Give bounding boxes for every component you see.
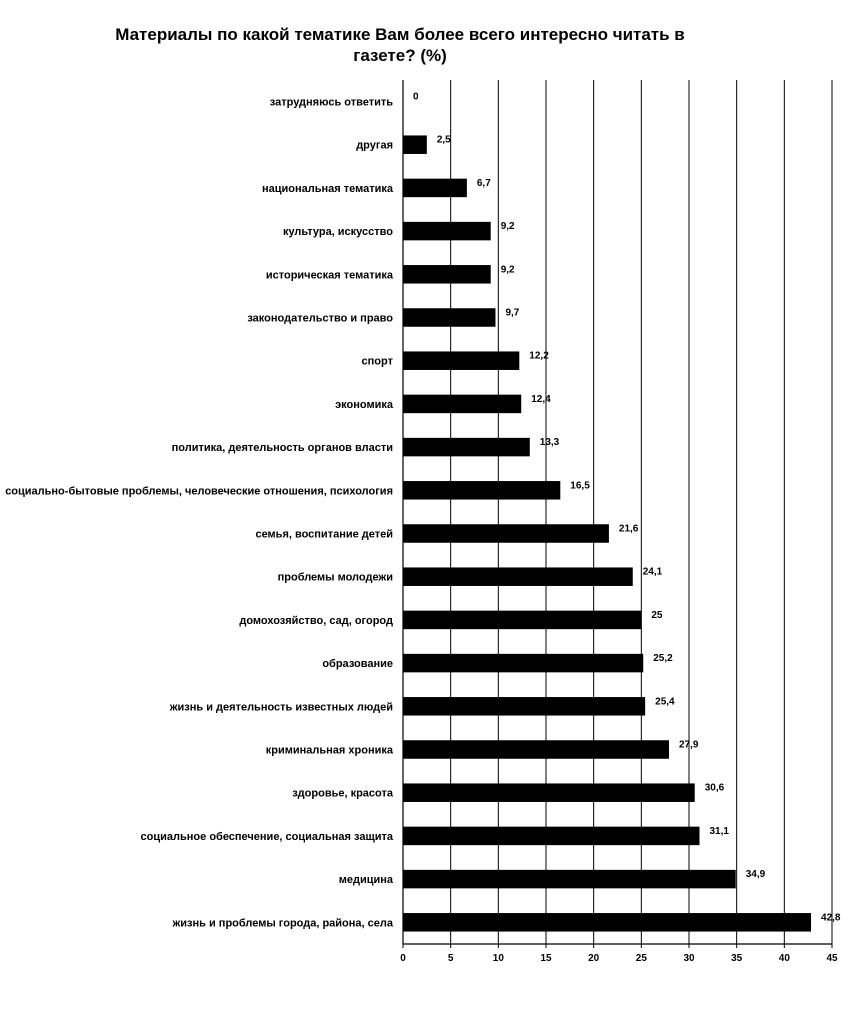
bar	[403, 524, 609, 543]
category-label: образование	[322, 658, 393, 671]
category-label: домохозяйство, сад, огород	[239, 614, 393, 627]
category-label: культура, искусство	[282, 226, 393, 239]
x-tick-label: 35	[731, 953, 743, 964]
x-tick-label: 25	[635, 953, 647, 964]
chart-title: Материалы по какой тематике Вам более всего интересно читать в газете? (%)	[115, 25, 685, 65]
value-label: 25,2	[653, 653, 673, 665]
x-tick-label: 30	[683, 953, 695, 964]
category-label: социально-бытовые проблемы, человеческие отношения, психология	[5, 485, 393, 498]
value-label: 25	[651, 609, 663, 621]
x-tick-label: 40	[778, 953, 790, 964]
category-label: экономика	[335, 398, 393, 411]
bar	[403, 135, 427, 154]
category-label: социальное обеспечение, социальная защита	[140, 830, 393, 843]
bar	[403, 740, 669, 759]
bar	[403, 265, 491, 284]
x-tick-label: 45	[826, 953, 838, 964]
bar	[403, 395, 521, 414]
x-tick-label: 5	[447, 953, 454, 964]
value-label: 12,4	[531, 393, 551, 405]
category-label: жизнь и проблемы города, района, села	[172, 917, 393, 930]
category-label: историческая тематика	[265, 269, 393, 282]
value-label: 13,3	[539, 437, 560, 449]
bar	[403, 351, 519, 370]
axes	[403, 80, 832, 948]
category-label: медицина	[338, 874, 393, 887]
value-label: 24,1	[642, 566, 663, 578]
bar	[403, 179, 467, 198]
category-label: проблемы молодежи	[277, 571, 393, 584]
value-label: 27,9	[678, 739, 699, 751]
value-label: 0	[413, 91, 419, 103]
x-tick-label: 10	[492, 953, 504, 964]
bar	[403, 222, 491, 241]
value-label: 2,5	[436, 134, 451, 146]
value-label: 6,7	[476, 177, 491, 189]
category-label: семья, воспитание детей	[255, 528, 393, 541]
category-label: спорт	[361, 355, 393, 368]
bar	[403, 611, 641, 630]
bars	[403, 135, 811, 931]
bar	[403, 870, 736, 889]
bar	[403, 308, 495, 327]
value-label: 9,7	[505, 307, 520, 319]
value-label: 25,4	[655, 696, 675, 708]
value-label: 9,2	[500, 264, 515, 276]
bar	[403, 697, 645, 716]
category-label: национальная тематика	[262, 182, 393, 195]
bar	[403, 827, 699, 846]
bar	[403, 481, 560, 500]
bar	[403, 913, 811, 932]
category-label: затрудняюсь ответить	[269, 96, 393, 109]
category-label: политика, деятельность органов власти	[171, 442, 393, 455]
value-label: 9,2	[500, 221, 515, 233]
value-label: 16,5	[570, 480, 590, 492]
value-label: 42,8	[821, 912, 841, 924]
category-label: здоровье, красота	[292, 787, 393, 800]
value-label: 30,6	[704, 782, 725, 794]
x-tick-label: 0	[400, 953, 406, 964]
value-label: 34,9	[745, 869, 766, 881]
bar	[403, 567, 633, 586]
bar	[403, 438, 530, 457]
value-label: 21,6	[618, 523, 639, 535]
value-label: 31,1	[709, 825, 729, 837]
x-tick-label: 15	[540, 953, 552, 964]
category-label: криминальная хроника	[265, 744, 393, 757]
bar	[403, 654, 643, 673]
value-label: 12,2	[529, 350, 549, 362]
gridlines	[451, 80, 832, 944]
category-label: законодательство и право	[247, 312, 393, 325]
category-label: жизнь и деятельность известных людей	[169, 701, 393, 714]
category-label: другая	[356, 139, 393, 152]
x-tick-label: 20	[588, 953, 600, 964]
bar	[403, 783, 695, 802]
